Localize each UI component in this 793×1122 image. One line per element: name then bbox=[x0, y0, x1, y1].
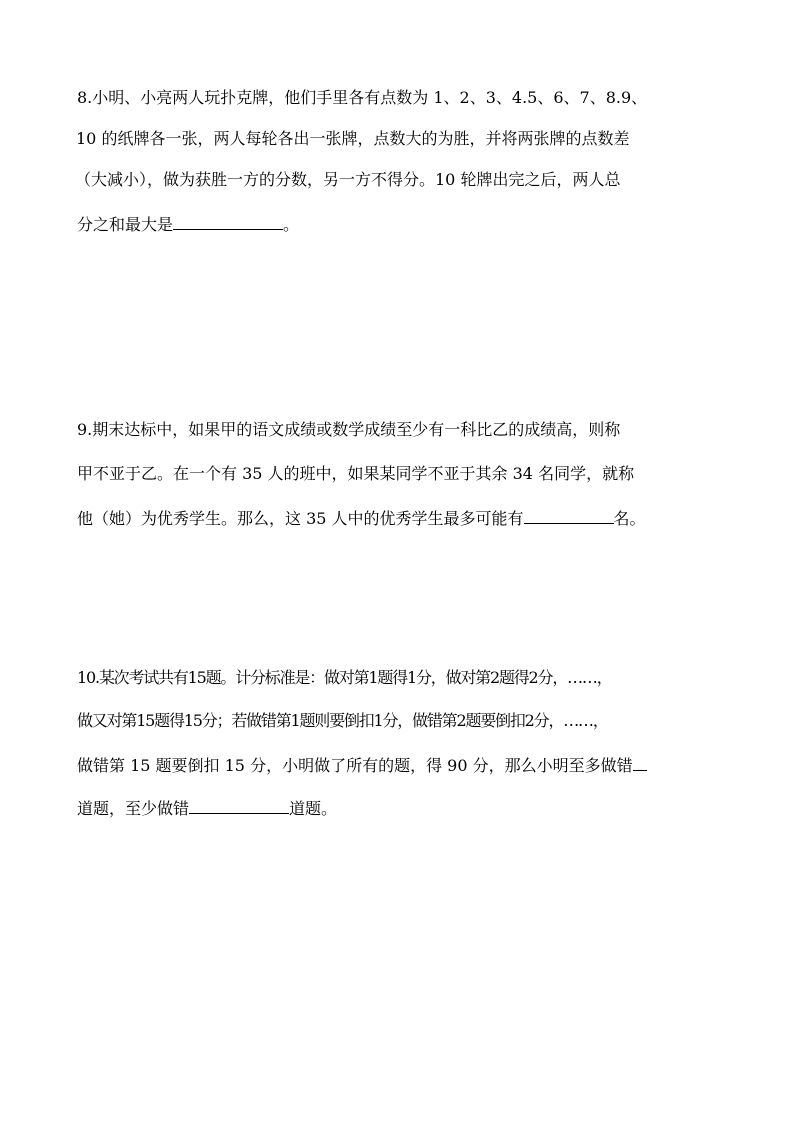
q10-line-3 bbox=[77, 754, 647, 776]
q10-line-3-text: 做错第 15 题要倒扣 15 分，小明做了所有的题，得 90 分，那么小明至多做错 bbox=[77, 756, 633, 775]
q10-answer-blank-min[interactable] bbox=[189, 797, 289, 814]
q9-line-1: 9.期末达标中，如果甲的语文成绩或数学成绩至少有一科比乙的成绩高，则称 bbox=[77, 420, 621, 439]
q9-line-3-suffix: 名。 bbox=[613, 509, 646, 528]
q10-line-4-suffix: 道题。 bbox=[289, 799, 338, 818]
q10-line-4-prefix: 道题，至少做错 bbox=[77, 799, 190, 818]
q10-answer-blank-max[interactable] bbox=[633, 754, 647, 771]
q8-line-4 bbox=[77, 213, 299, 235]
q9-line-3-prefix: 他（她）为优秀学生。那么，这 35 人中的优秀学生最多可能有 bbox=[77, 509, 524, 528]
q8-line-4-suffix: 。 bbox=[283, 215, 300, 234]
q9-answer-blank[interactable] bbox=[524, 507, 614, 524]
q8-line-4-prefix: 分之和最大是 bbox=[77, 215, 174, 234]
q8-answer-blank[interactable] bbox=[173, 213, 283, 230]
q10-line-4 bbox=[77, 797, 337, 819]
q8-line-1: 8.小明、小亮两人玩扑克牌，他们手里各有点数为 1、2、3、4.5、6、7、8.9、 bbox=[77, 88, 648, 107]
q10-line-1: 10.某次考试共有15题。计分标准是：做对第1题得1分，做对第2题得2分，……， bbox=[77, 668, 612, 687]
q10-line-2: 做又对第15题得15分；若做错第1题则要倒扣1分，做错第2题要倒扣2分，……， bbox=[77, 711, 608, 730]
q8-line-2: 10 的纸牌各一张，两人每轮各出一张牌，点数大的为胜，并将两张牌的点数差 bbox=[76, 129, 630, 148]
q9-line-2: 甲不亚于乙。在一个有 35 人的班中，如果某同学不亚于其余 34 名同学，就称 bbox=[77, 464, 635, 483]
q8-line-3: （大减小），做为获胜一方的分数，另一方不得分。10 轮牌出完之后，两人总 bbox=[75, 170, 621, 189]
q9-line-3 bbox=[77, 507, 646, 529]
